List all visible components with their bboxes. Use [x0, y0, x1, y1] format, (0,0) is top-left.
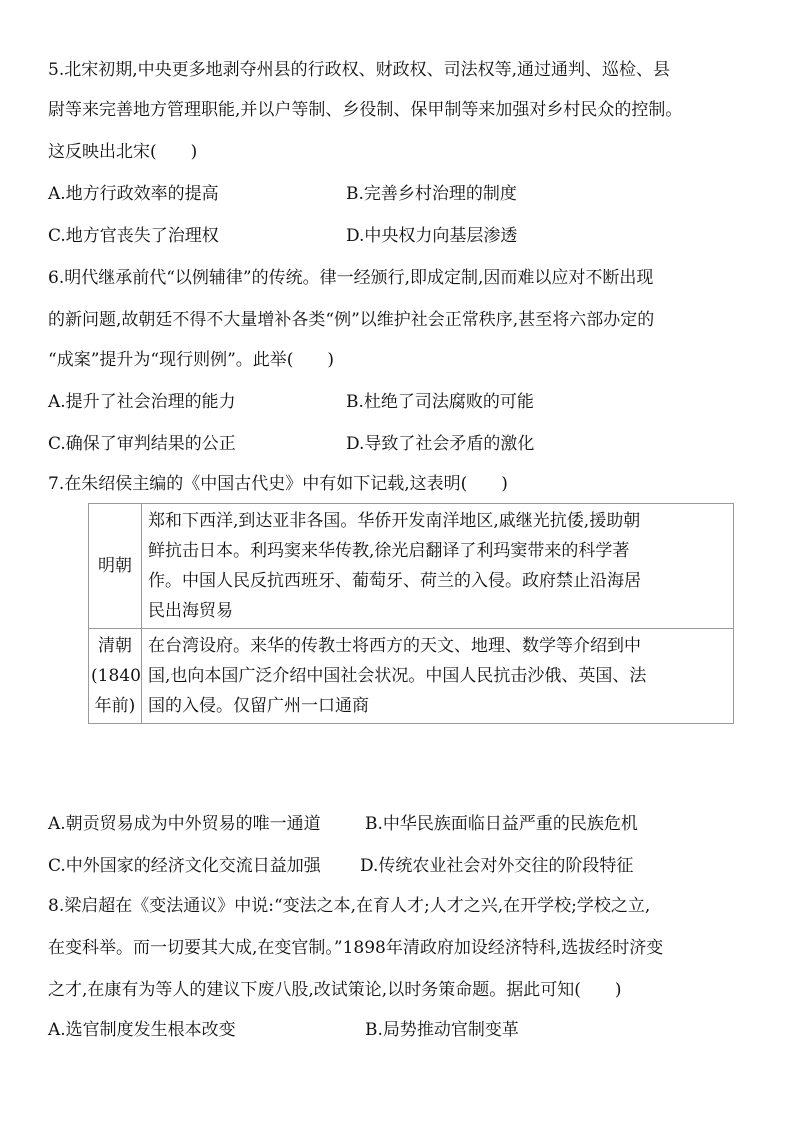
q6-option-b[interactable]: B.杜绝了司法腐败的可能: [346, 392, 534, 412]
era-label: (1840: [91, 666, 141, 686]
content-line: 民出海贸易: [148, 601, 233, 621]
q5-stem-line-3: 这反映出北宋( ): [48, 142, 198, 162]
q7-option-c[interactable]: C.中外国家的经济文化交流日益加强: [48, 856, 321, 876]
q8-stem-line-3: 之才,在康有为等人的建议下废八股,改试策论,以时务策命题。据此可知( ): [48, 980, 622, 1000]
content-line: 鲜抗击日本。利玛窦来华传教,徐光启翻译了利玛窦带来的科学著: [148, 541, 630, 561]
q7-option-b[interactable]: B.中华民族面临日益严重的民族危机: [365, 814, 638, 834]
era-label: 明朝: [98, 556, 132, 576]
content-line: 在台湾设府。来华的传教士将西方的天文、地理、数学等介绍到中: [148, 636, 641, 656]
table-row-ming: [89, 504, 734, 629]
q5-stem-line-2: 尉等来完善地方管理职能,并以户等制、乡役制、保甲制等来加强对乡村民众的控制。: [48, 100, 683, 120]
content-cell-ming: [142, 504, 734, 629]
q5-option-b[interactable]: B.完善乡村治理的制度: [346, 184, 517, 204]
q8-option-b[interactable]: B.局势推动官制变革: [365, 1020, 519, 1040]
table-row-qing: [89, 629, 734, 724]
q6-stem-line-1: 6.明代继承前代“以例辅律”的传统。律一经颁行,即成定制,因而难以应对不断出现: [48, 268, 654, 288]
history-record-table: [88, 503, 734, 724]
era-label: 年前): [94, 696, 136, 716]
q7-option-a[interactable]: A.朝贡贸易成为中外贸易的唯一通道: [48, 814, 321, 834]
content-line: 郑和下西洋,到达亚非各国。华侨开发南洋地区,戚继光抗倭,援助朝: [148, 511, 641, 531]
content-line: 作。中国人民反抗西班牙、葡萄牙、荷兰的入侵。政府禁止沿海居: [148, 571, 641, 591]
q7-stem: 7.在朱绍侯主编的《中国古代史》中有如下记载,这表明( ): [48, 474, 508, 494]
q5-option-d[interactable]: D.中央权力向基层渗透: [346, 226, 518, 246]
q5-option-a[interactable]: A.地方行政效率的提高: [48, 184, 219, 204]
q5-option-c[interactable]: C.地方官丧失了治理权: [48, 226, 219, 246]
q6-option-c[interactable]: C.确保了审判结果的公正: [48, 434, 236, 454]
era-cell-ming: [89, 504, 142, 629]
content-cell-qing: [142, 629, 734, 724]
q6-option-a[interactable]: A.提升了社会治理的能力: [48, 392, 236, 412]
q6-stem-line-3: “成案”提升为“现行则例”。此举( ): [48, 350, 335, 370]
q6-stem-line-2: 的新问题,故朝廷不得不大量增补各类“例”以维护社会正常秩序,甚至将六部办定的: [48, 310, 655, 330]
q8-stem-line-2: 在变科举。而一切要其大成,在变官制。”1898年清政府加设经济特科,选拔经时济变: [48, 938, 664, 958]
q5-stem-line-1: 5.北宋初期,中央更多地剥夺州县的行政权、财政权、司法权等,通过通判、巡检、县: [48, 60, 671, 80]
content-line: 国的入侵。仅留广州一口通商: [148, 696, 369, 716]
q8-stem-line-1: 8.梁启超在《变法通议》中说:“变法之本,在育人才;人才之兴,在开学校;学校之立,: [48, 896, 651, 916]
q6-option-d[interactable]: D.导致了社会矛盾的激化: [346, 434, 535, 454]
q8-option-a[interactable]: A.选官制度发生根本改变: [48, 1020, 236, 1040]
q7-option-d[interactable]: D.传统农业社会对外交往的阶段特征: [360, 856, 634, 876]
era-cell-qing: [89, 629, 142, 724]
content-line: 国,也向本国广泛介绍中国社会状况。中国人民抗击沙俄、英国、法: [148, 666, 647, 686]
era-label: 清朝: [98, 636, 132, 656]
